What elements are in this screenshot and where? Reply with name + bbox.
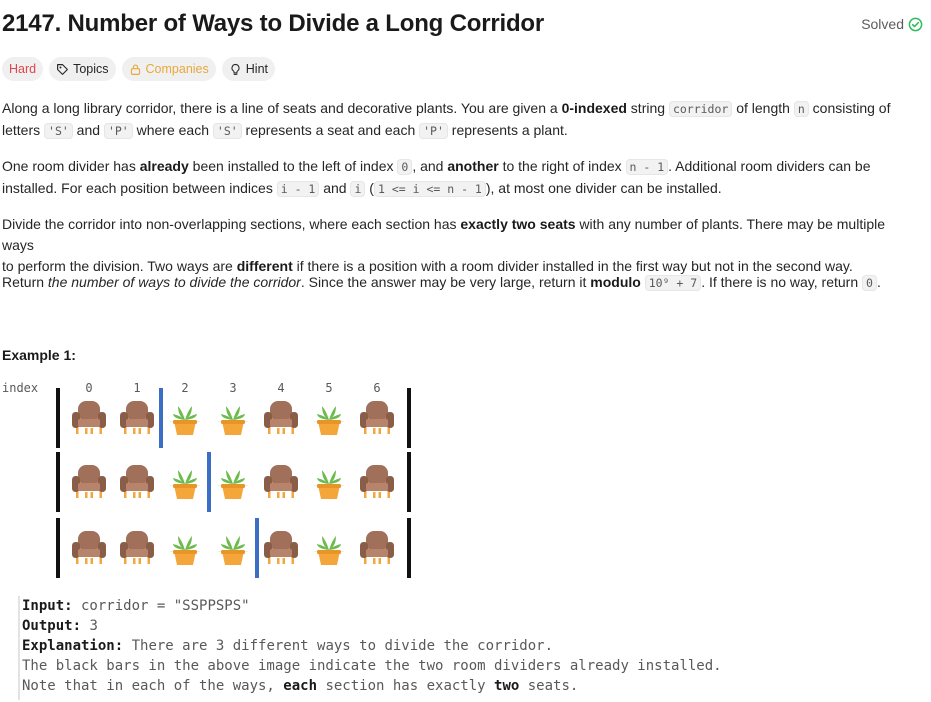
seat-icon: [264, 401, 298, 434]
seat-icon: [264, 465, 298, 498]
corridor-row: [56, 388, 411, 448]
seat-icon: [72, 401, 106, 434]
text: where each: [132, 122, 213, 138]
inline-code: 0: [862, 275, 877, 291]
fixed-divider-right: [407, 388, 411, 448]
fixed-divider-left: [56, 452, 60, 512]
text: been installed to the left of index: [188, 158, 398, 174]
corridor-row: [56, 518, 411, 578]
inline-code: i - 1: [277, 181, 320, 197]
inline-code: corridor: [669, 101, 732, 117]
input-value: corridor = "SSPPSPS": [72, 598, 250, 614]
text: consisting of: [808, 100, 891, 116]
emphasis: each: [283, 678, 318, 694]
input-label: Input:: [22, 598, 73, 614]
plant-icon: [314, 402, 344, 435]
text: represents a seat and each: [241, 122, 420, 138]
text: to perform the division. Two ways are: [2, 258, 237, 274]
plant-icon: [170, 466, 200, 499]
seat-icon: [360, 531, 394, 564]
input-line: [20, 596, 920, 616]
topics-tag[interactable]: [49, 57, 115, 81]
inline-code: 'P': [104, 123, 133, 139]
description-paragraph-1: [2, 98, 917, 142]
index-label: index: [2, 381, 39, 395]
text: ), at most one divider can be installed.: [485, 180, 722, 196]
output-line: [20, 616, 920, 636]
italic-text: the number of ways to divide the corridor: [47, 274, 301, 290]
hint-label: Hint: [245, 62, 268, 76]
output-value: 3: [81, 618, 98, 634]
plant-icon: [218, 532, 248, 565]
companies-label: Companies: [145, 62, 209, 76]
text: . If there is no way, return: [701, 274, 863, 290]
index-number: 2: [181, 381, 189, 395]
tag-bar: [2, 57, 275, 81]
description-paragraph-4: [2, 272, 917, 294]
lightbulb-icon: [229, 63, 242, 76]
text: with any number of plants. There may be multiple ways: [2, 216, 885, 253]
inline-code: 1 <= i <= n - 1: [374, 181, 486, 197]
inline-code: 'S': [213, 123, 242, 139]
explanation-value: There are 3 different ways to divide the corridor.: [123, 638, 554, 654]
lock-icon: [129, 63, 142, 76]
text: . Since the answer may be very large, return it: [300, 274, 591, 290]
problem-title: 2147. Number of Ways to Divide a Long Corridor: [2, 10, 545, 37]
fixed-divider-left: [56, 388, 60, 448]
explanation-line-3: [20, 676, 920, 696]
description-paragraph-3: [2, 214, 917, 277]
text: One room divider has: [2, 158, 140, 174]
text: , and: [412, 158, 448, 174]
plant-icon: [218, 466, 248, 499]
tag-icon: [56, 63, 69, 76]
added-divider: [207, 452, 211, 512]
text: section has exactly: [317, 678, 495, 694]
text: Divide the corridor into non-overlapping sections, where each section has: [2, 216, 461, 232]
emphasis: 0-indexed: [561, 100, 627, 116]
hint-tag[interactable]: [222, 57, 275, 81]
text: letters: [2, 122, 45, 138]
inline-code: 10⁹ + 7: [645, 275, 701, 291]
output-label: Output:: [22, 618, 82, 634]
text: of length: [732, 100, 794, 116]
solved-label: Solved: [861, 16, 904, 32]
plant-icon: [170, 532, 200, 565]
plant-icon: [314, 466, 344, 499]
text: to the right of index: [498, 158, 626, 174]
seat-icon: [72, 531, 106, 564]
text: string: [626, 100, 669, 116]
seat-icon: [360, 401, 394, 434]
seat-icon: [360, 465, 394, 498]
emphasis: modulo: [590, 274, 641, 290]
text: if there is a position with a room divider installed in the first way but not in the second way.: [292, 258, 853, 274]
seat-icon: [264, 531, 298, 564]
topics-label: Topics: [73, 62, 109, 76]
check-circle-icon: [908, 17, 923, 32]
seat-icon: [72, 465, 106, 498]
index-number: 0: [85, 381, 93, 395]
fixed-divider-right: [407, 518, 411, 578]
index-number: 5: [325, 381, 333, 395]
inline-code: 0: [397, 159, 412, 175]
emphasis: exactly two seats: [460, 216, 576, 232]
inline-code: 'S': [44, 123, 73, 139]
added-divider: [255, 518, 259, 578]
inline-code: n: [794, 101, 809, 117]
seat-icon: [120, 531, 154, 564]
fixed-divider-right: [407, 452, 411, 512]
text: and: [319, 180, 351, 196]
plant-icon: [218, 402, 248, 435]
plant-icon: [170, 402, 200, 435]
text: .: [876, 274, 881, 290]
text: Along a long library corridor, there is a line of seats and decorative plants. You are given a: [2, 100, 562, 116]
description-paragraph-2: [2, 156, 917, 200]
text: and: [72, 122, 104, 138]
seat-icon: [120, 401, 154, 434]
explanation-label: Explanation:: [22, 638, 124, 654]
corridor-row: [56, 452, 411, 512]
explanation-line-2: The black bars in the above image indicate the two room dividers already installed.: [22, 658, 722, 674]
text: represents a plant.: [447, 122, 568, 138]
difficulty-badge[interactable]: Hard: [2, 57, 43, 81]
index-number: 6: [373, 381, 381, 395]
example-code-block: [18, 596, 920, 700]
example-title: Example 1:: [2, 347, 76, 363]
plant-icon: [314, 532, 344, 565]
index-number: 3: [229, 381, 237, 395]
index-number: 4: [277, 381, 285, 395]
inline-code: n - 1: [626, 159, 669, 175]
emphasis: already: [139, 158, 189, 174]
index-number: 1: [133, 381, 141, 395]
emphasis: another: [447, 158, 499, 174]
added-divider: [159, 388, 163, 448]
emphasis: two: [494, 678, 520, 694]
text: seats.: [519, 678, 579, 694]
inline-code: 'P': [419, 123, 448, 139]
emphasis: different: [236, 258, 293, 274]
seat-icon: [120, 465, 154, 498]
text: . Additional room dividers can be: [668, 158, 871, 174]
fixed-divider-left: [56, 518, 60, 578]
text: Return: [2, 274, 48, 290]
companies-tag[interactable]: [122, 57, 216, 81]
explanation-line: [20, 636, 920, 656]
inline-code: i: [350, 181, 365, 197]
solved-status: [861, 16, 923, 32]
text: (: [365, 180, 374, 196]
text: installed. For each position between indices: [2, 180, 277, 196]
corridor-figure: [0, 376, 420, 586]
text: Note that in each of the ways,: [22, 678, 284, 694]
